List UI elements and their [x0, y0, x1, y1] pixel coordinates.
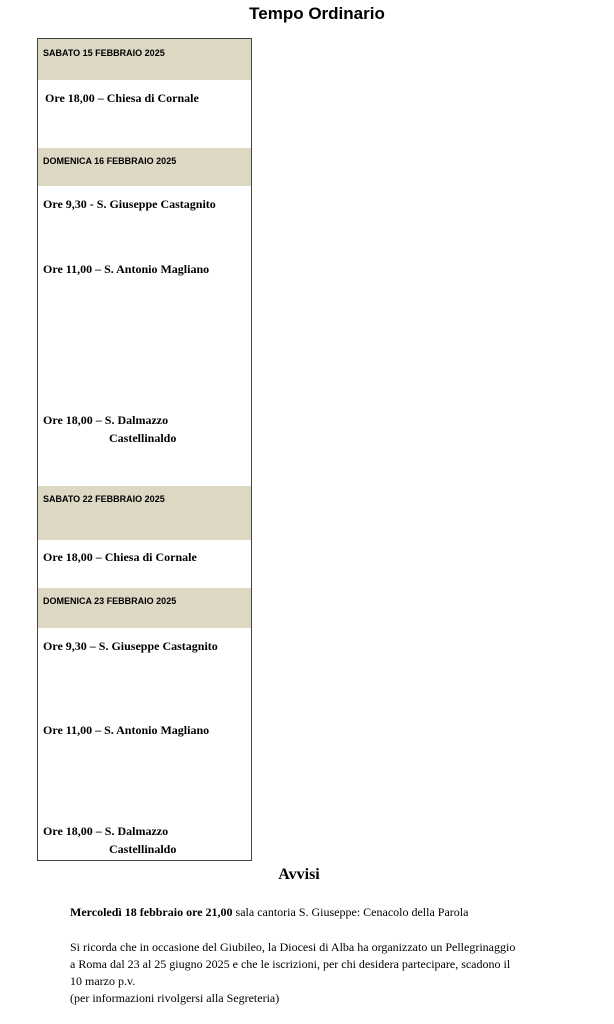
mass-location-continued: Castellinaldo [109, 431, 177, 445]
pilgrimage-info-line: (per informazioni rivolgersi alla Segreteria) [70, 991, 280, 1005]
mass-entry [43, 195, 249, 213]
pilgrimage-notice [70, 939, 540, 1007]
pilgrimage-line: Si ricorda che in occasione del Giubileo, la Diocesi di Alba ha organizzato un Pellegrinaggio [70, 940, 516, 954]
event-datetime: Mercoledì 18 febbraio ore 21,00 [70, 905, 233, 919]
pilgrimage-line: 10 marzo p.v. [70, 974, 136, 988]
day-header-sunday-16: DOMENICA 16 FEBBRAIO 2025 [38, 148, 251, 186]
mass-entry [45, 89, 249, 107]
mass-entry [43, 411, 249, 447]
pilgrimage-line: a Roma dal 23 al 25 giugno 2025 e che le iscrizioni, per chi desidera partecipare, scadono il [70, 957, 511, 971]
mass-schedule-table [37, 38, 252, 861]
mass-time-location: Ore 18,00 – S. Dalmazzo [43, 413, 169, 427]
day-header-saturday-15: SABATO 15 FEBBRAIO 2025 [38, 39, 251, 80]
mass-entry [43, 822, 249, 858]
mass-entry [43, 548, 249, 566]
mass-time-location: Ore 9,30 - S. Giuseppe Castagnito [43, 197, 216, 211]
mass-entry [43, 721, 249, 739]
mass-entry [43, 637, 249, 655]
day-header-saturday-22: SABATO 22 FEBBRAIO 2025 [38, 486, 251, 540]
mass-location-continued: Castellinaldo [109, 842, 177, 856]
event-description: sala cantoria S. Giuseppe: Cenacolo della Parola [232, 905, 469, 919]
mass-time-location: Ore 11,00 – S. Antonio Magliano [43, 723, 210, 737]
day-header-sunday-23: DOMENICA 23 FEBBRAIO 2025 [38, 588, 251, 628]
mass-time-location: Ore 11,00 – S. Antonio Magliano [43, 262, 210, 276]
event-notice [70, 904, 540, 921]
mass-entry [43, 260, 249, 278]
mass-time-location: Ore 18,00 – Chiesa di Cornale [43, 550, 197, 564]
avvisi-heading: Avvisi [278, 866, 320, 883]
page-title: Tempo Ordinario [249, 4, 385, 23]
mass-time-location: Ore 18,00 – Chiesa di Cornale [45, 91, 199, 105]
mass-time-location: Ore 9,30 – S. Giuseppe Castagnito [43, 639, 218, 653]
mass-time-location: Ore 18,00 – S. Dalmazzo [43, 824, 169, 838]
